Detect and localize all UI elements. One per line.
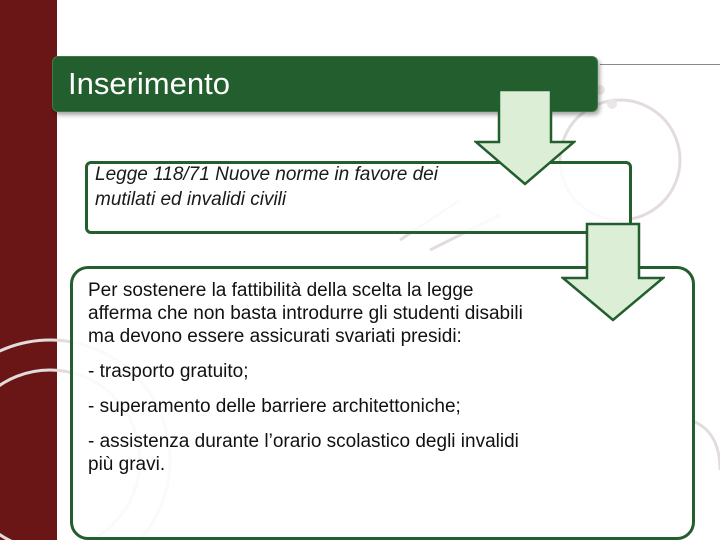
arrow-down-icon bbox=[561, 222, 665, 322]
slide-title: Inserimento bbox=[68, 66, 230, 101]
list-item-barriers: - superamento delle barriere architettoniche; bbox=[88, 396, 461, 417]
arrow-down-icon bbox=[474, 88, 576, 186]
content-text bbox=[88, 279, 528, 476]
intro-paragraph: Per sostenere la fattibilità della scelta la legge afferma che non basta introdurre gli studenti disabili ma devono essere assicurati svariati presidi: bbox=[88, 280, 523, 347]
list-item-assistance: - assistenza durante l’orario scolastico degli invalidi più gravi. bbox=[88, 431, 519, 475]
law-text: Legge 118/71 Nuove norme in favore dei mutilati ed invalidi civili bbox=[95, 164, 438, 210]
list-item-transport: - trasporto gratuito; bbox=[88, 361, 249, 382]
